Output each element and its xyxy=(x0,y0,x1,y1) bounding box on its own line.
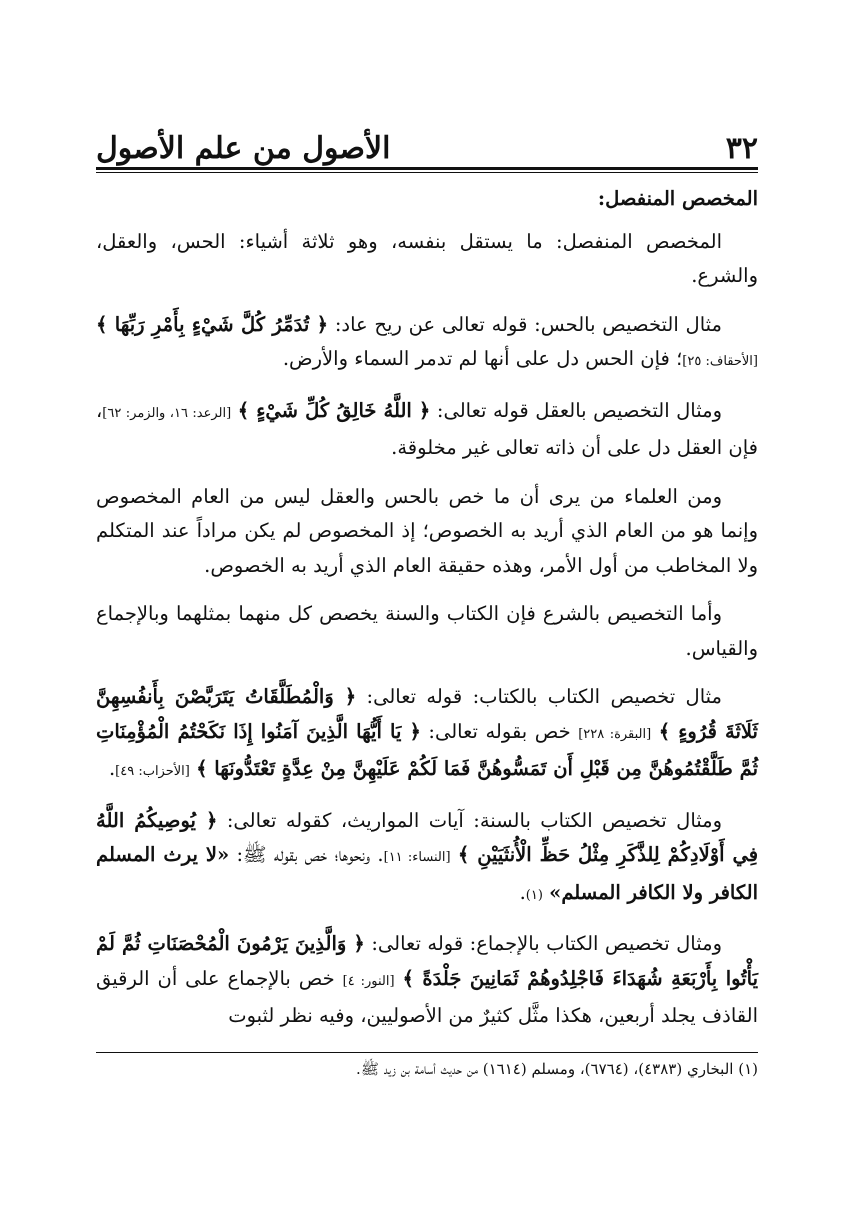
quran-verse: ﴿ اللَّهُ خَالِقُ كُلِّ شَيْءٍ ﴾ xyxy=(237,398,431,422)
paragraph-text: وأما التخصيص بالشرع فإن الكتاب والسنة يخصص كل منهما بمثلهما وبالإجماع والقياس. xyxy=(96,602,758,660)
verse-reference: [الأحقاف: ٢٥] xyxy=(682,354,758,369)
paragraph-text: ؛ فإن الحس دل على أنها لم تدمر السماء والأرض. xyxy=(282,347,683,370)
quran-verse: ﴿ يُوصِيكُمُ اللَّهُ فِي أَوْلَادِكُمْ لِلذَّكَرِ مِثْلُ حَظِّ الْأُنثَيَيْنِ ﴾ xyxy=(96,808,759,866)
paragraph xyxy=(96,597,758,666)
paragraph-text: خص بقوله تعالى: xyxy=(428,719,571,743)
verse-reference: [النور: ٤] xyxy=(342,973,395,989)
paragraph-text: مثال التخصيص بالحس: قوله تعالى عن ريح عاد: xyxy=(334,312,722,336)
paragraph-text: . ونحوها؛ خص بقوله ﷺ: xyxy=(236,843,384,866)
footnote-rule xyxy=(96,1052,758,1053)
paragraph-text: خص بالإجماع على أن الرقيق القاذف يجلد أربعين، هكذا مثَّل كثيرٌ من الأصوليين، وفيه نظر لثبوت xyxy=(96,966,758,1027)
paragraph-text: ومثال تخصيص الكتاب بالإجماع: قوله تعالى: xyxy=(371,932,722,955)
paragraph-text: ومثال تخصيص الكتاب بالسنة: آيات المواريث، كقوله تعالى: xyxy=(226,808,723,832)
paragraph xyxy=(96,480,758,584)
paragraph-text: . xyxy=(108,757,116,780)
paragraph-text: ومن العلماء من يرى أن ما خص بالحس والعقل ليس من العام المخصوص وإنما هو من العام الذي أريد به الخصوص؛ إذ المخصوص لم يكن مراداً عند المتكلم ولا المخاطب من أول الأمر، وهذه حقيقة العام الذي أريد به الخصوص. xyxy=(96,484,758,577)
quran-verse: ﴿ تُدَمِّرُ كُلَّ شَيْءٍ بِأَمْرِ رَبِّهَا ﴾ xyxy=(96,312,329,336)
page-header xyxy=(96,122,758,164)
quran-verse: ﴿ يَا أَيُّهَا الَّذِينَ آمَنُوا إِذَا نَكَحْتُمُ الْمُؤْمِنَاتِ ثُمَّ طَلَّقْتُمُوهُنَّ مِن قَبْلِ أَن تَمَسُّوهُنَّ فَمَا لَكُمْ عَلَيْهِنَّ مِنْ عِدَّةٍ تَعْتَدُّونَهَا ﴾ xyxy=(96,719,758,780)
paragraph xyxy=(96,680,758,790)
paragraph xyxy=(96,225,758,294)
paragraph xyxy=(96,394,758,466)
footnote-marker: (١) xyxy=(525,887,543,903)
paragraph xyxy=(96,927,758,1034)
verse-reference: [الأحزاب: ٤٩] xyxy=(115,764,190,779)
paragraph-text: ، فإن العقل دل على أن ذاته تعالى غير مخلوقة. xyxy=(96,398,758,459)
paragraph-text: ومثال التخصيص بالعقل قوله تعالى: xyxy=(436,398,722,422)
book-title: الأصول من علم الأصول xyxy=(96,131,391,166)
paragraph-text: المخصص المنفصل: ما يستقل بنفسه، وهو ثلاثة أشياء: الحس، والعقل، والشرع. xyxy=(96,229,758,287)
verse-reference: [الرعد: ١٦، والزمر: ٦٢] xyxy=(102,405,232,421)
verse-reference: [البقرة: ٢٢٨] xyxy=(578,726,652,742)
quran-verse: ﴿ وَالْمُطَلَّقَاتُ يَتَرَبَّصْنَ بِأَنفُسِهِنَّ ثَلَاثَةَ قُرُوءٍ ﴾ xyxy=(96,685,758,743)
hadith-quote: «لا يرث المسلم الكافر ولا الكافر المسلم» xyxy=(96,843,758,904)
header-rule-thin xyxy=(96,172,758,173)
quran-verse: ﴿ وَالَّذِينَ يَرْمُونَ الْمُحْصَنَاتِ ثُمَّ لَمْ يَأْتُوا بِأَرْبَعَةِ شُهَدَاءَ فَاجْلِدُوهُمْ ثَمَانِينَ جَلْدَةً ﴾ xyxy=(96,932,758,990)
verse-reference: [النساء: ١١] xyxy=(383,850,451,865)
paragraph xyxy=(96,804,758,914)
paragraph xyxy=(96,308,758,380)
footnote: (١) البخاري (٤٣٨٣)، (٦٧٦٤)، ومسلم (١٦١٤) من حديث أسامة بن زيد ﷺ. xyxy=(356,1060,758,1078)
body-text xyxy=(96,182,758,1048)
page-number: ٣٢ xyxy=(725,131,758,166)
paragraph-text: مثال تخصيص الكتاب بالكتاب: قوله تعالى: xyxy=(366,685,722,708)
paragraph-text: . xyxy=(519,880,526,904)
section-heading: المخصص المنفصل: xyxy=(597,187,758,210)
header-rule xyxy=(96,167,758,170)
